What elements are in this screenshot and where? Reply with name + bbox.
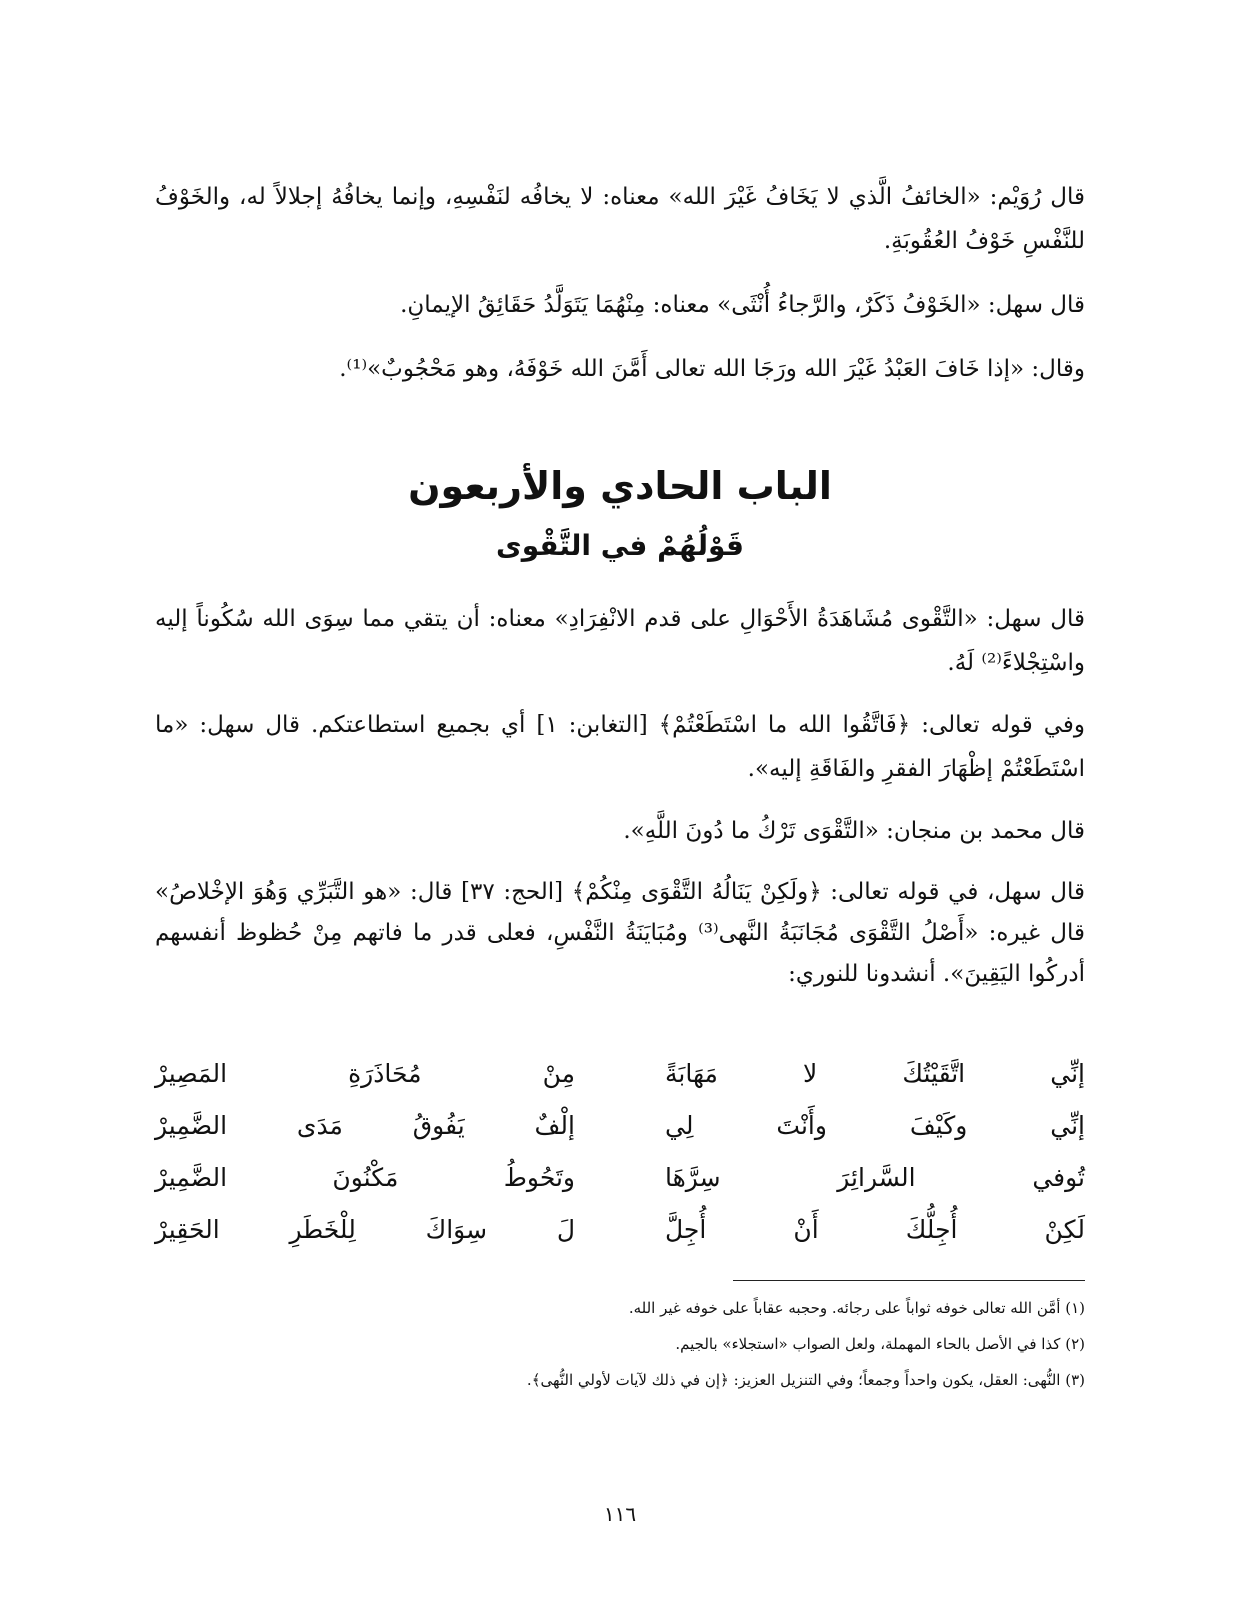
footnote-1: (١) أمَّن الله تعالى خوفه ثواباً على رجائه. وحجبه عقاباً على خوفه غير الله.: [628, 1299, 1085, 1317]
paragraph-sahl-hope: وقال: «إذا خَافَ العَبْدُ غَيْرَ الله ورَجَا الله تعالى أَمَّنَ الله خَوْفَهُ، وهو مَحْجُوبٌ»⁽¹⁾.: [339, 356, 1085, 382]
poem-line: [155, 1204, 1085, 1256]
chapter-subtitle: قَوْلُهُمْ في التَّقْوى: [496, 529, 744, 562]
chapter-title: الباب الحادي والأربعون: [408, 464, 832, 508]
page-number: ١١٦: [603, 1502, 637, 1526]
paragraph-ruwaym: قال رُوَيْم: «الخائفُ الَّذي لا يَخَافُ غَيْرَ الله» معناه: لا يخافُه لنَفْسِهِ، وإنما يخافُهُ إجلالاً له، والخَوْفُ للنَّفْسِ خَوْفُ العُقُوبَةِ.: [155, 184, 1085, 254]
paragraph-taqwa-hajj: قال سهل، في قوله تعالى: ﴿ولَكِنْ يَنَالُهُ التَّقْوَى مِنْكُمْ﴾ [الحج: ٣٧] قال: «هو التَّبَرِّي وَهُوَ الإخْلاصُ» قال غيره: «أَصْلُ التَّقْوَى مُجَانَبَةُ النَّهى⁽³⁾ ومُبَايَنَةُ النَّفْسِ، فعلى قدر ما فاتهم مِنْ حُظوظ أنفسهم أدركُوا اليَقِينَ». أنشدونا للنوري:: [155, 879, 1085, 987]
poem-second-hemistich: وتَحُوطُ مَكْنُونَ الضَّمِيرْ: [155, 1163, 575, 1192]
footnote-separator: [733, 1280, 1085, 1281]
poem-first-hemistich: تُوفي السَّرائِرَ سِرَّهَا: [665, 1163, 1085, 1192]
paragraph-taqwa-sahl: قال سهل: «التَّقْوى مُشَاهَدَةُ الأَحْوَالِ على قدم الانْفِرَادِ» معناه: أن يتقي مما سِوَى الله سُكُوناً إليه واسْتِجْلاءً⁽²⁾ لَهُ.: [155, 606, 1085, 676]
poem-first-hemistich: لَكِنْ أُجِلُّكَ أَنْ أُجِلَّ: [665, 1215, 1085, 1244]
poem-second-hemistich: مِنْ مُحَاذَرَةِ المَصِيرْ: [155, 1059, 575, 1088]
poem-second-hemistich: إلْفٌ يَفُوقُ مَدَى الضَّمِيرْ: [155, 1111, 575, 1140]
poem-line: [155, 1048, 1085, 1100]
footnote-3: (٣) النُّهى: العقل، يكون واحداً وجمعاً؛ وفي التنزيل العزيز: ﴿إن في ذلك لآيات لأولي النُّهى﴾.: [526, 1371, 1085, 1389]
paragraph-sahl-fear: قال سهل: «الخَوْفُ ذَكَرٌ، والرَّجاءُ أُنْثَى» معناه: مِنْهُمَا يَتَوَلَّدُ حَقَائِقُ الإيمانِ.: [400, 292, 1085, 318]
poem-second-hemistich: لَ سِوَاكَ لِلْخَطَرِ الحَقِيرْ: [155, 1215, 575, 1244]
poem-line: [155, 1152, 1085, 1204]
poem: [155, 1048, 1085, 1256]
paragraph-taqwa-ibn-manjan: قال محمد بن منجان: «التَّقْوَى تَرْكُ ما دُونَ اللَّهِ».: [623, 818, 1085, 844]
poem-first-hemistich: إنِّي وكَيْفَ وأَنْتَ لِي: [665, 1111, 1085, 1140]
poem-first-hemistich: إنِّي اتَّقَيْتُكَ لا مَهَابَةً: [665, 1059, 1085, 1088]
footnote-2: (٢) كذا في الأصل بالحاء المهملة، ولعل الصواب «استجلاء» بالجيم.: [675, 1335, 1085, 1353]
poem-line: [155, 1100, 1085, 1152]
paragraph-taqwa-verse: وفي قوله تعالى: ﴿فَاتَّقُوا الله ما اسْتَطَعْتُمْ﴾ [التغابن: ١] أي بجميع استطاعتكم. قال سهل: «ما اسْتَطَعْتُمْ إظْهَارَ الفقرِ والفَاقَةِ إليه».: [155, 712, 1085, 782]
